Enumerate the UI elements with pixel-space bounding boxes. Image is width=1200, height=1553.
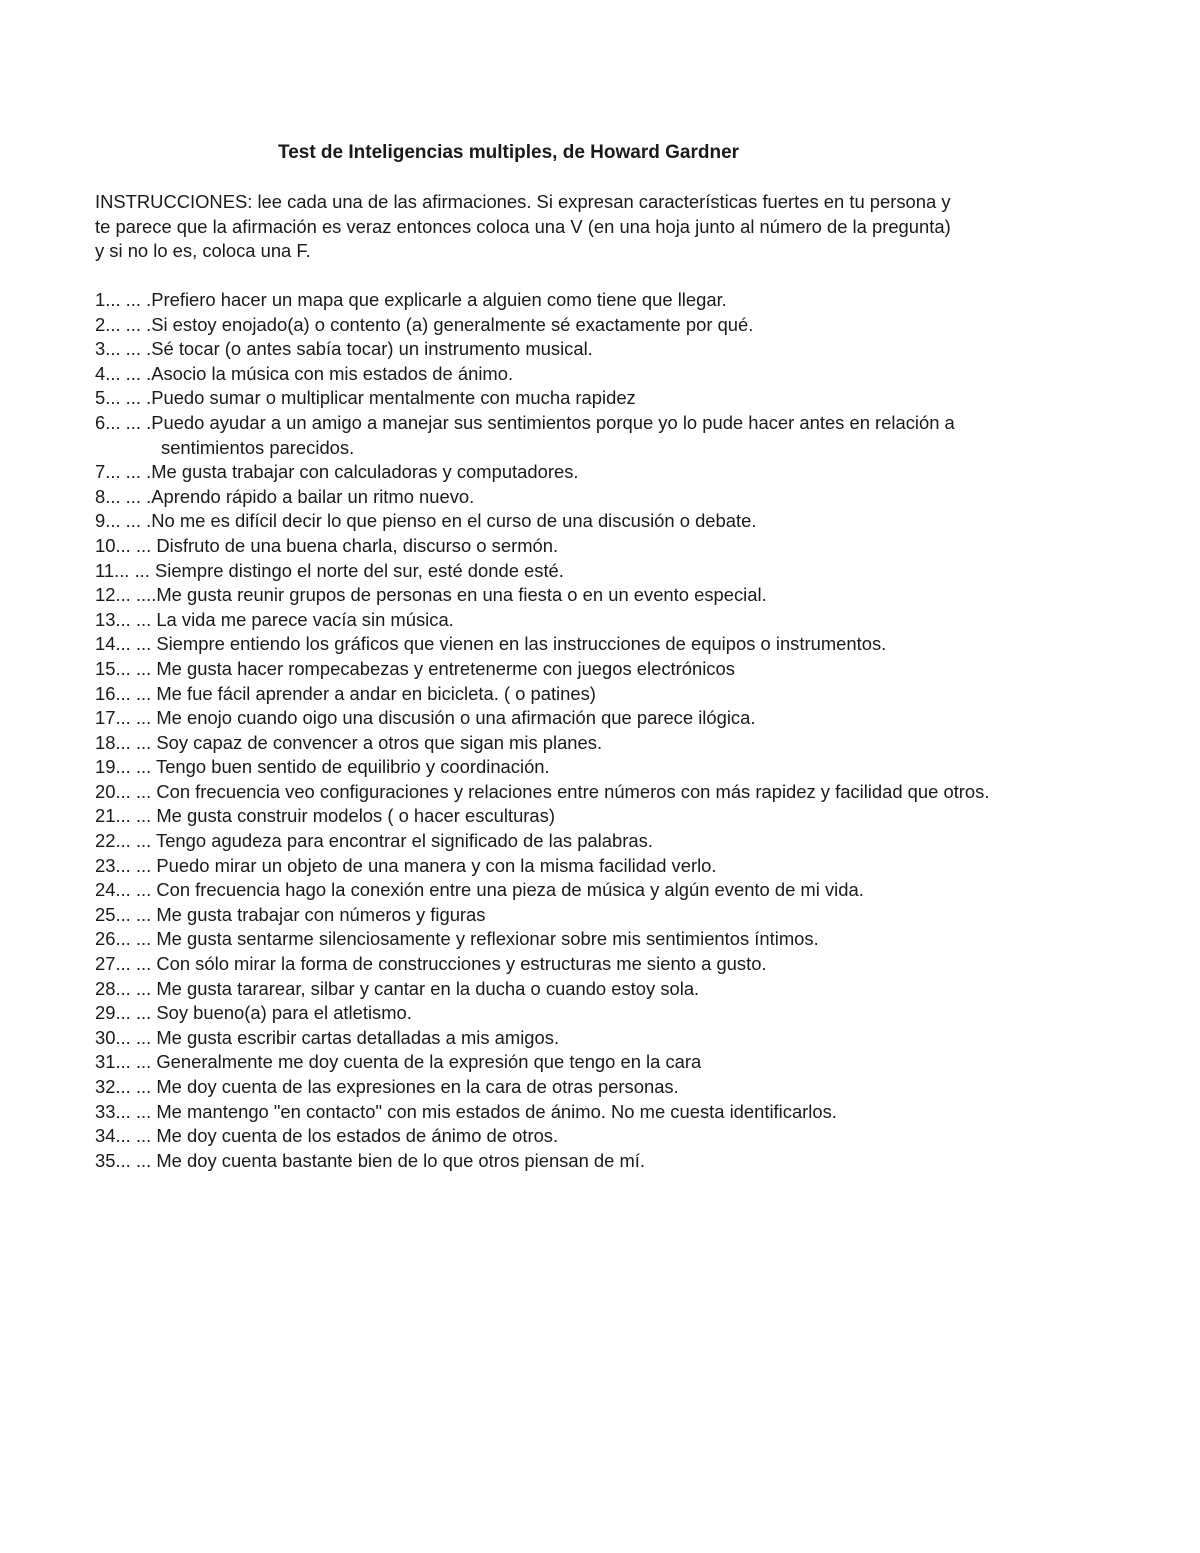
statement-text: 2... ... .Si estoy enojado(a) o contento (a) generalmente sé exactamente por qué. [95, 313, 754, 335]
statement-item [95, 583, 1165, 608]
statement-text: 12... ....Me gusta reunir grupos de personas en una fiesta o en un evento especial. [95, 584, 767, 606]
statement-text: 35... ... Me doy cuenta bastante bien de lo que otros piensan de mí. [95, 1149, 646, 1171]
statement-text: 6... ... .Puedo ayudar a un amigo a manejar sus sentimientos porque yo lo pude hacer antes en relación a [95, 411, 955, 433]
statement-text: 33... ... Me mantengo "en contacto" con mis estados de ánimo. No me cuesta identificarlos. [95, 1100, 837, 1122]
instructions-paragraph [95, 190, 1115, 264]
statement-text: 14... ... Siempre entiendo los gráficos que vienen en las instrucciones de equipos o instrumentos. [95, 633, 887, 655]
statement-item [95, 706, 1165, 731]
statement-text: 30... ... Me gusta escribir cartas detalladas a mis amigos. [95, 1026, 560, 1048]
statement-item [95, 1001, 1165, 1026]
statement-item [95, 657, 1165, 682]
statement-item [95, 1075, 1165, 1100]
statement-text: 25... ... Me gusta trabajar con números y figuras [95, 903, 486, 925]
statement-item [95, 608, 1165, 633]
statement-item [95, 362, 1165, 387]
statement-item [95, 977, 1165, 1002]
statement-item [95, 1124, 1165, 1149]
statement-text: 3... ... .Sé tocar (o antes sabía tocar) un instrumento musical. [95, 338, 593, 360]
instructions-line: te parece que la afirmación es veraz entonces coloca una V (en una hoja junto al número de la pregunta) [95, 215, 951, 237]
statement-item [95, 804, 1165, 829]
statement-item [95, 682, 1165, 707]
statement-text: 28... ... Me gusta tararear, silbar y cantar en la ducha o cuando estoy sola. [95, 977, 700, 999]
statement-text: 5... ... .Puedo sumar o multiplicar mentalmente con mucha rapidez [95, 387, 636, 409]
statement-text: 1... ... .Prefiero hacer un mapa que explicarle a alguien como tiene que llegar. [95, 289, 727, 310]
statement-text: 4... ... .Asocio la música con mis estados de ánimo. [95, 362, 514, 384]
statement-item [95, 903, 1165, 928]
statement-item [95, 460, 1165, 485]
instructions-line: y si no lo es, coloca una F. [95, 240, 311, 261]
statement-item [95, 1149, 1165, 1174]
document-title: Test de Inteligencias multiples, de Howard Gardner [278, 142, 740, 163]
statement-item [95, 337, 1165, 362]
statement-text: 24... ... Con frecuencia hago la conexión entre una pieza de música y algún evento de mi vida. [95, 879, 864, 901]
instructions-line: INSTRUCCIONES: lee cada una de las afirmaciones. Si expresan características fuertes en tu persona y [95, 191, 951, 212]
statement-text: 21... ... Me gusta construir modelos ( o hacer esculturas) [95, 805, 555, 827]
statement-text: 16... ... Me fue fácil aprender a andar en bicicleta. ( o patines) [95, 682, 596, 704]
statement-item [95, 780, 1165, 805]
statement-item [95, 559, 1165, 584]
statement-text: 19... ... Tengo buen sentido de equilibrio y coordinación. [95, 756, 550, 778]
statement-text: 34... ... Me doy cuenta de los estados de ánimo de otros. [95, 1125, 559, 1147]
statement-text: 10... ... Disfruto de una buena charla, discurso o sermón. [95, 534, 559, 556]
statement-text: 32... ... Me doy cuenta de las expresiones en la cara de otras personas. [95, 1076, 679, 1097]
statement-item [95, 509, 1165, 534]
statement-item [95, 1050, 1165, 1075]
statement-item [95, 731, 1165, 756]
statement-text: 11... ... Siempre distingo el norte del sur, esté donde esté. [95, 559, 564, 581]
statement-item [95, 854, 1165, 879]
statement-item [95, 1100, 1165, 1125]
statement-item [95, 952, 1165, 977]
statement-text: 29... ... Soy bueno(a) para el atletismo. [95, 1002, 412, 1024]
statement-list [95, 288, 1165, 1173]
statement-text: 9... ... .No me es difícil decir lo que pienso en el curso de una discusión o debate. [95, 510, 757, 532]
statement-continuation: sentimientos parecidos. [161, 436, 355, 458]
statement-text: 17... ... Me enojo cuando oigo una discusión o una afirmación que parece ilógica. [95, 707, 756, 729]
statement-text: 20... ... Con frecuencia veo configuraciones y relaciones entre números con más rapidez y facilidad que otros. [95, 780, 990, 802]
statement-text: 18... ... Soy capaz de convencer a otros que sigan mis planes. [95, 731, 603, 753]
statement-text: 15... ... Me gusta hacer rompecabezas y entretenerme con juegos electrónicos [95, 657, 735, 679]
statement-text: 26... ... Me gusta sentarme silenciosamente y reflexionar sobre mis sentimientos íntimos. [95, 928, 819, 950]
statement-item [95, 534, 1165, 559]
statement-item [95, 313, 1165, 338]
statement-text: 23... ... Puedo mirar un objeto de una manera y con la misma facilidad verlo. [95, 854, 717, 876]
statement-item [95, 878, 1165, 903]
statement-item [95, 755, 1165, 780]
statement-text: 8... ... .Aprendo rápido a bailar un ritmo nuevo. [95, 485, 475, 507]
statement-text: 27... ... Con sólo mirar la forma de construcciones y estructuras me siento a gusto. [95, 953, 767, 975]
statement-text: 31... ... Generalmente me doy cuenta de la expresión que tengo en la cara [95, 1051, 702, 1073]
statement-text: 7... ... .Me gusta trabajar con calculadoras y computadores. [95, 461, 579, 483]
statement-item [95, 632, 1165, 657]
statement-text: 22... ... Tengo agudeza para encontrar el significado de las palabras. [95, 830, 653, 852]
statement-item [95, 927, 1165, 952]
statement-text: 13... ... La vida me parece vacía sin música. [95, 608, 454, 630]
statement-item [95, 411, 1165, 460]
statement-item [95, 386, 1165, 411]
statement-item [95, 485, 1165, 510]
statement-item [95, 1026, 1165, 1051]
statement-item [95, 288, 1165, 313]
statement-item [95, 829, 1165, 854]
